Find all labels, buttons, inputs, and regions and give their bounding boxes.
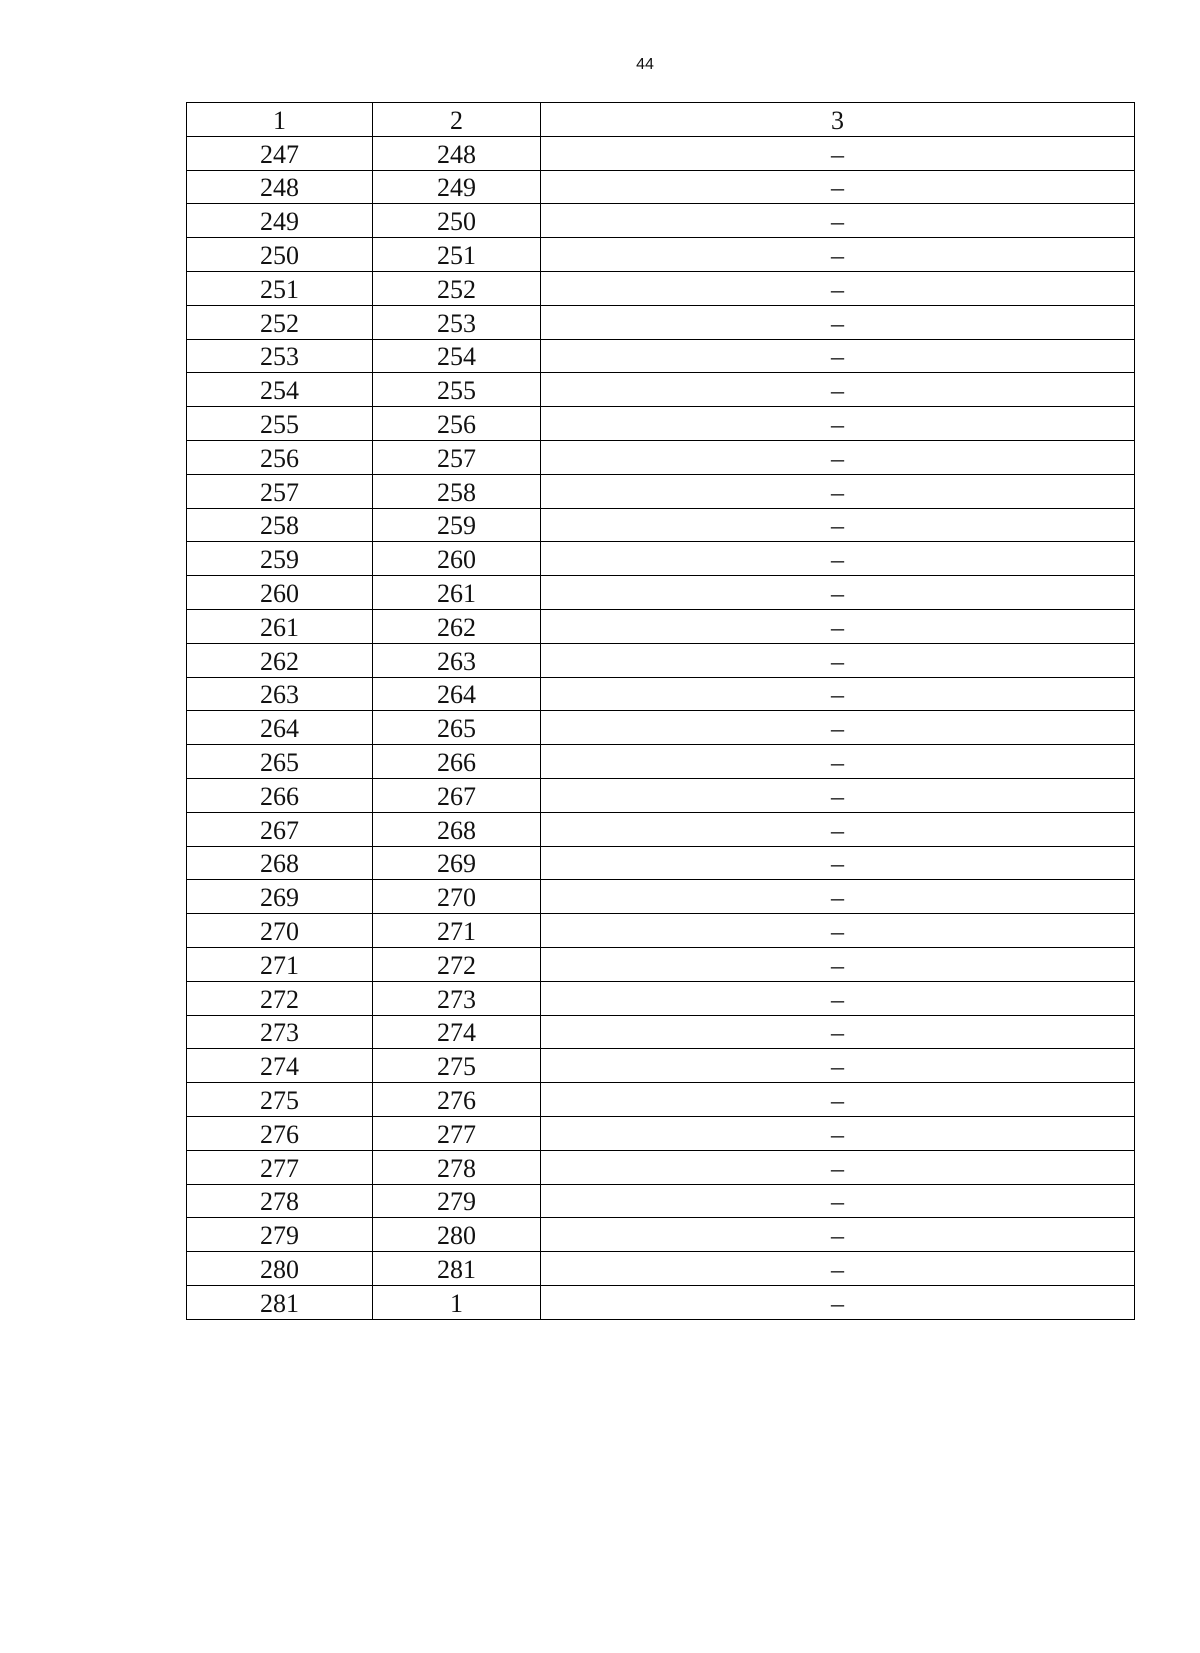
- table-cell-col-2: 252: [373, 271, 541, 305]
- table-cell-col-1: 263: [187, 677, 373, 711]
- table-cell-col-1: 265: [187, 745, 373, 779]
- table-cell-col-1: 281: [187, 1285, 373, 1319]
- table-cell-col-1: 264: [187, 711, 373, 745]
- table-cell-col-3: –: [541, 812, 1135, 846]
- table-cell-col-3: –: [541, 238, 1135, 272]
- table-cell-col-2: 259: [373, 508, 541, 542]
- table-cell-col-1: 277: [187, 1150, 373, 1184]
- table-cell-col-1: 255: [187, 407, 373, 441]
- table-cell-col-1: 256: [187, 440, 373, 474]
- table-cell-col-1: 271: [187, 947, 373, 981]
- table-row: [187, 745, 1135, 779]
- table-row: [187, 1285, 1135, 1319]
- table-cell-col-3: –: [541, 711, 1135, 745]
- table-row: [187, 508, 1135, 542]
- table-cell-col-3: –: [541, 745, 1135, 779]
- table-row: [187, 812, 1135, 846]
- table-cell-col-2: 264: [373, 677, 541, 711]
- table-cell-col-2: 273: [373, 981, 541, 1015]
- column-header-1: 1: [187, 103, 373, 137]
- table-cell-col-3: –: [541, 1049, 1135, 1083]
- table-cell-col-2: 251: [373, 238, 541, 272]
- table-cell-col-2: 280: [373, 1218, 541, 1252]
- table-cell-col-3: –: [541, 170, 1135, 204]
- table-cell-col-3: –: [541, 576, 1135, 610]
- table-cell-col-2: 269: [373, 846, 541, 880]
- table-cell-col-3: –: [541, 1083, 1135, 1117]
- column-header-3: 3: [541, 103, 1135, 137]
- table-row: [187, 542, 1135, 576]
- table-row: [187, 204, 1135, 238]
- table-row: [187, 305, 1135, 339]
- table-cell-col-2: 1: [373, 1285, 541, 1319]
- table-cell-col-1: 257: [187, 474, 373, 508]
- table-cell-col-3: –: [541, 339, 1135, 373]
- table-cell-col-3: –: [541, 204, 1135, 238]
- table-cell-col-3: –: [541, 542, 1135, 576]
- table-cell-col-1: 250: [187, 238, 373, 272]
- table-row: [187, 880, 1135, 914]
- header-row: [187, 103, 1135, 137]
- table-row: [187, 1184, 1135, 1218]
- table-cell-col-2: 267: [373, 778, 541, 812]
- table-cell-col-1: 275: [187, 1083, 373, 1117]
- table-cell-col-1: 259: [187, 542, 373, 576]
- table-row: [187, 1218, 1135, 1252]
- table-row: [187, 474, 1135, 508]
- table-cell-col-3: –: [541, 947, 1135, 981]
- table-cell-col-2: 268: [373, 812, 541, 846]
- table-cell-col-3: –: [541, 609, 1135, 643]
- table-cell-col-3: –: [541, 1015, 1135, 1049]
- table-cell-col-3: –: [541, 1150, 1135, 1184]
- table-cell-col-1: 276: [187, 1116, 373, 1150]
- table-cell-col-2: 274: [373, 1015, 541, 1049]
- table-row: [187, 1049, 1135, 1083]
- page-number: 44: [636, 56, 654, 73]
- table-cell-col-3: –: [541, 136, 1135, 170]
- table-cell-col-1: 258: [187, 508, 373, 542]
- table-cell-col-1: 260: [187, 576, 373, 610]
- table-row: [187, 1116, 1135, 1150]
- table-row: [187, 440, 1135, 474]
- table-row: [187, 643, 1135, 677]
- table-row: [187, 947, 1135, 981]
- column-header-2: 2: [373, 103, 541, 137]
- table-header: [187, 103, 1135, 137]
- table-row: [187, 711, 1135, 745]
- table-cell-col-2: 255: [373, 373, 541, 407]
- table-row: [187, 846, 1135, 880]
- table-cell-col-3: –: [541, 643, 1135, 677]
- table-row: [187, 136, 1135, 170]
- table-row: [187, 170, 1135, 204]
- table-cell-col-2: 265: [373, 711, 541, 745]
- table-cell-col-3: –: [541, 677, 1135, 711]
- table-row: [187, 238, 1135, 272]
- table-cell-col-3: –: [541, 1184, 1135, 1218]
- data-table: [186, 102, 1135, 1320]
- table-cell-col-2: 250: [373, 204, 541, 238]
- table-cell-col-3: –: [541, 407, 1135, 441]
- table-cell-col-1: 266: [187, 778, 373, 812]
- table-row: [187, 339, 1135, 373]
- table-cell-col-2: 261: [373, 576, 541, 610]
- table-cell-col-2: 281: [373, 1252, 541, 1286]
- table-cell-col-2: 277: [373, 1116, 541, 1150]
- table-cell-col-3: –: [541, 1285, 1135, 1319]
- table-cell-col-3: –: [541, 305, 1135, 339]
- table-row: [187, 914, 1135, 948]
- table-cell-col-2: 256: [373, 407, 541, 441]
- table-cell-col-2: 258: [373, 474, 541, 508]
- table-cell-col-1: 248: [187, 170, 373, 204]
- table-cell-col-1: 274: [187, 1049, 373, 1083]
- table-cell-col-2: 257: [373, 440, 541, 474]
- table-cell-col-1: 280: [187, 1252, 373, 1286]
- table-cell-col-2: 279: [373, 1184, 541, 1218]
- table-row: [187, 981, 1135, 1015]
- table-cell-col-1: 262: [187, 643, 373, 677]
- table-cell-col-3: –: [541, 373, 1135, 407]
- table-cell-col-1: 261: [187, 609, 373, 643]
- table-cell-col-2: 260: [373, 542, 541, 576]
- table-cell-col-2: 262: [373, 609, 541, 643]
- table-cell-col-1: 251: [187, 271, 373, 305]
- table-cell-col-3: –: [541, 914, 1135, 948]
- table-cell-col-1: 267: [187, 812, 373, 846]
- table-cell-col-2: 272: [373, 947, 541, 981]
- table-cell-col-3: –: [541, 1218, 1135, 1252]
- table-cell-col-1: 269: [187, 880, 373, 914]
- table-cell-col-3: –: [541, 508, 1135, 542]
- table-cell-col-2: 254: [373, 339, 541, 373]
- table-row: [187, 576, 1135, 610]
- table-cell-col-1: 252: [187, 305, 373, 339]
- table-cell-col-3: –: [541, 981, 1135, 1015]
- table-row: [187, 407, 1135, 441]
- table-cell-col-1: 249: [187, 204, 373, 238]
- table-cell-col-2: 276: [373, 1083, 541, 1117]
- table-row: [187, 609, 1135, 643]
- table-body: [187, 136, 1135, 1319]
- table-cell-col-2: 275: [373, 1049, 541, 1083]
- table-cell-col-1: 278: [187, 1184, 373, 1218]
- table-cell-col-1: 272: [187, 981, 373, 1015]
- table-cell-col-3: –: [541, 1252, 1135, 1286]
- table-cell-col-2: 266: [373, 745, 541, 779]
- table-cell-col-2: 263: [373, 643, 541, 677]
- table-cell-col-3: –: [541, 474, 1135, 508]
- table-cell-col-1: 253: [187, 339, 373, 373]
- table-cell-col-1: 273: [187, 1015, 373, 1049]
- table-row: [187, 1015, 1135, 1049]
- table-cell-col-3: –: [541, 271, 1135, 305]
- table-cell-col-2: 270: [373, 880, 541, 914]
- table-cell-col-1: 254: [187, 373, 373, 407]
- table-row: [187, 1252, 1135, 1286]
- table-cell-col-2: 271: [373, 914, 541, 948]
- table-cell-col-3: –: [541, 778, 1135, 812]
- table-row: [187, 271, 1135, 305]
- table-row: [187, 373, 1135, 407]
- table-cell-col-3: –: [541, 440, 1135, 474]
- table-row: [187, 677, 1135, 711]
- table-row: [187, 778, 1135, 812]
- table-cell-col-1: 279: [187, 1218, 373, 1252]
- table-cell-col-1: 268: [187, 846, 373, 880]
- table-cell-col-2: 248: [373, 136, 541, 170]
- table-row: [187, 1083, 1135, 1117]
- table-cell-col-3: –: [541, 846, 1135, 880]
- table-cell-col-2: 249: [373, 170, 541, 204]
- table-cell-col-1: 247: [187, 136, 373, 170]
- table-cell-col-2: 253: [373, 305, 541, 339]
- table-row: [187, 1150, 1135, 1184]
- table-cell-col-2: 278: [373, 1150, 541, 1184]
- table-cell-col-3: –: [541, 880, 1135, 914]
- table-cell-col-3: –: [541, 1116, 1135, 1150]
- table-cell-col-1: 270: [187, 914, 373, 948]
